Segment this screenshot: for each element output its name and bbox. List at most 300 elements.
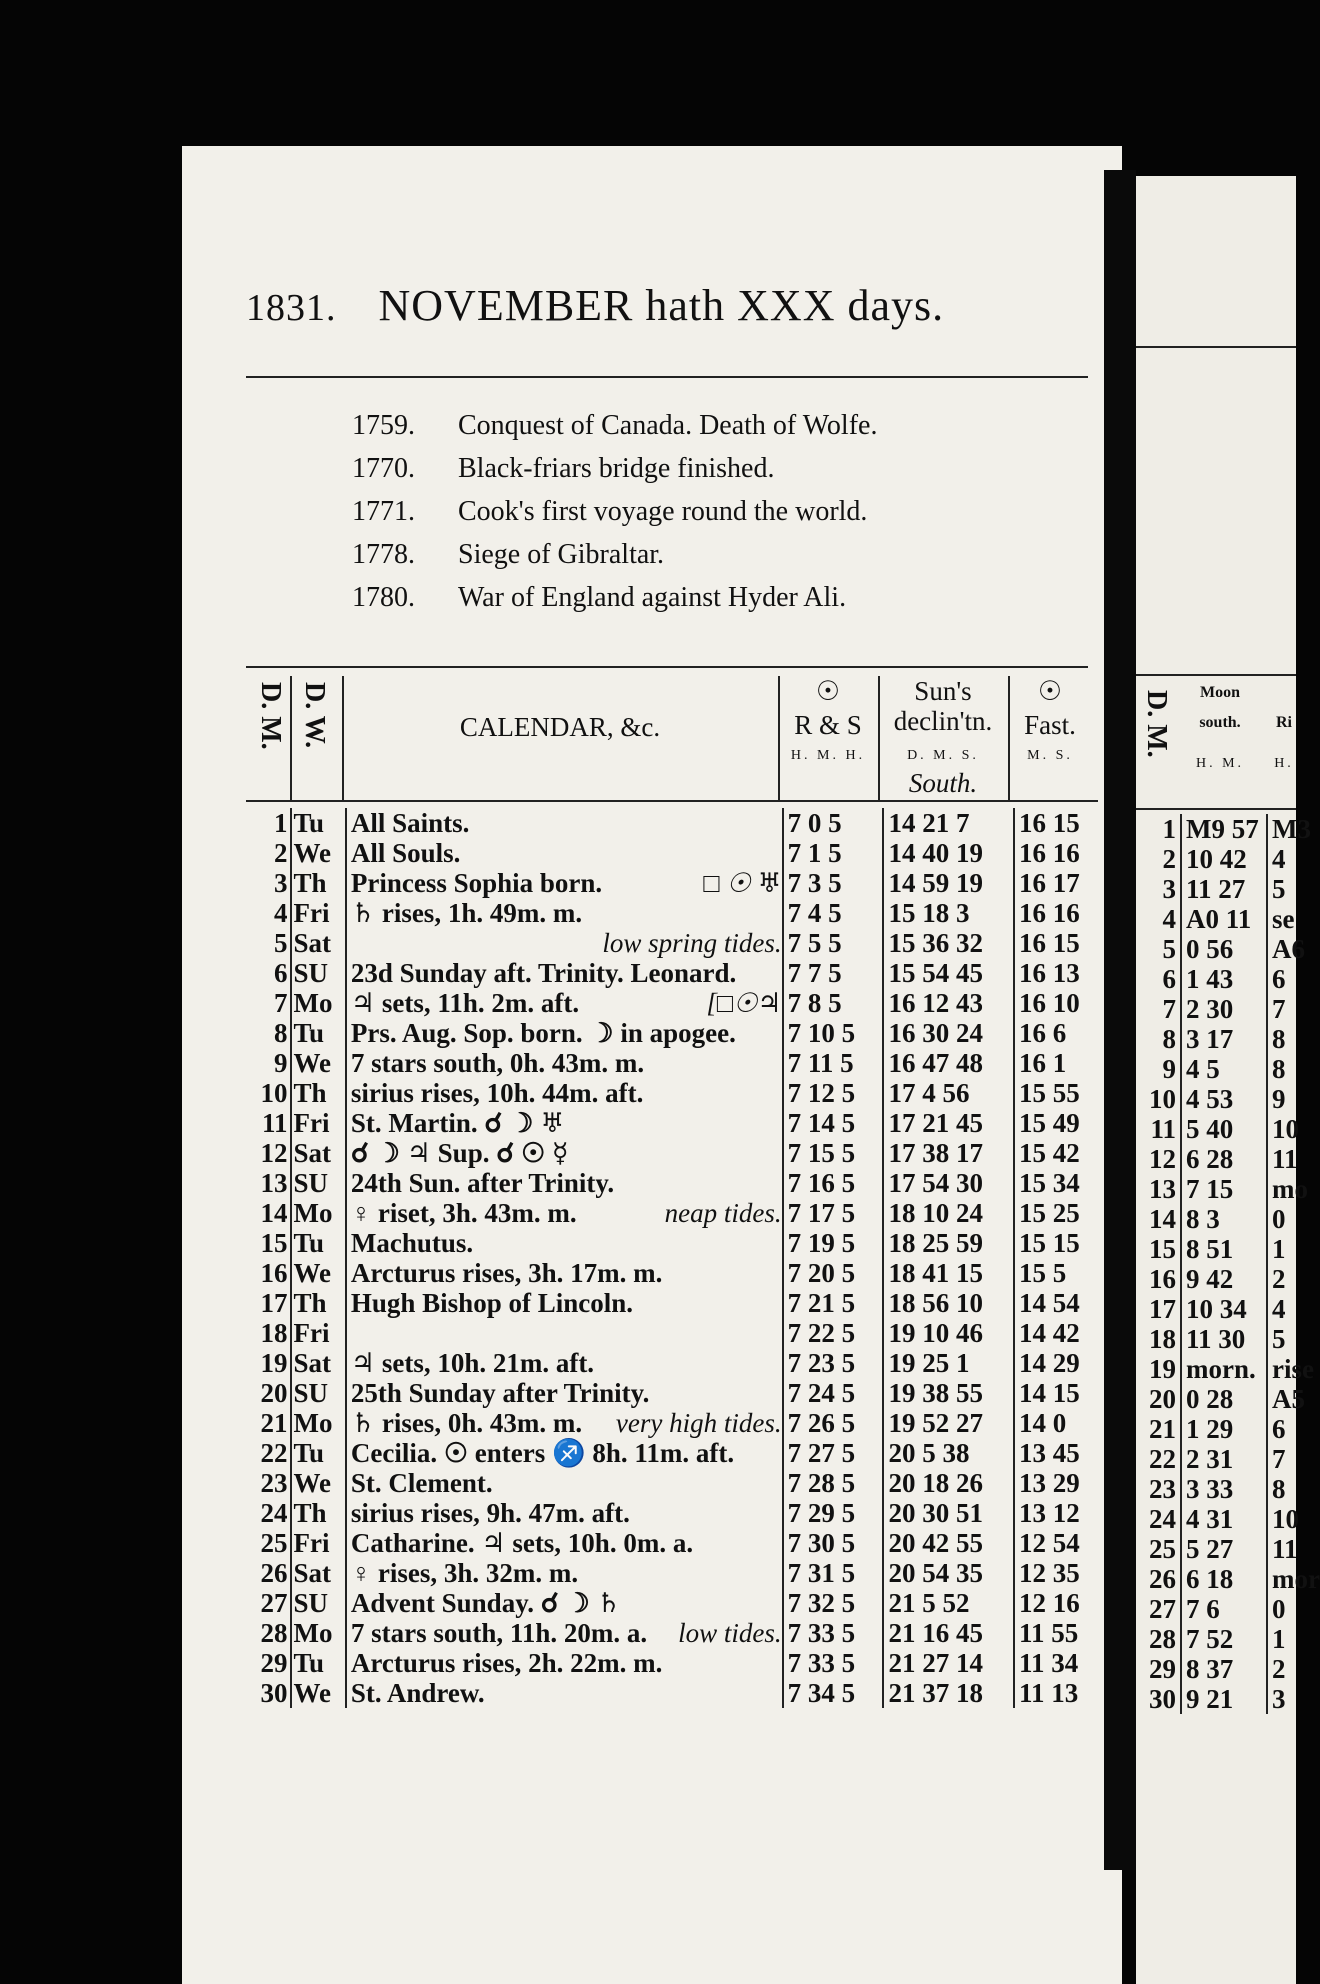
table-row <box>246 838 1098 868</box>
cell-rise-set: 7 17 5 <box>782 1198 883 1228</box>
cell-rise-set: 7 33 5 <box>782 1648 883 1678</box>
cell-declination: 19 52 27 <box>882 1408 1012 1438</box>
table-row <box>246 1378 1098 1408</box>
cell-calendar-text: Prs. Aug. Sop. born. ☽ in apogee. <box>350 1018 736 1048</box>
facing-cell-rise: 0 <box>1266 1204 1312 1234</box>
facing-header-rise: Ri <box>1276 714 1292 731</box>
facing-cell-rise: 8 <box>1266 1054 1312 1084</box>
facing-row <box>1136 1354 1312 1384</box>
table-row <box>246 1078 1098 1108</box>
cell-day-of-month: 13 <box>260 1168 288 1198</box>
facing-cell-day: 26 <box>1149 1564 1176 1594</box>
facing-cell-rise: 4 <box>1266 844 1312 874</box>
facing-row <box>1136 1294 1312 1324</box>
table-row <box>246 928 1098 958</box>
cell-calendar-text: Arcturus rises, 2h. 22m. m. <box>350 1648 663 1678</box>
cell-declination: 20 18 26 <box>882 1468 1012 1498</box>
facing-cell-moon-south: 9 21 <box>1180 1684 1266 1714</box>
cell-day-of-week: SU <box>290 1588 345 1618</box>
table-row <box>246 1138 1098 1168</box>
cell-day-of-month: 26 <box>260 1558 288 1588</box>
cell-day-of-month: 20 <box>260 1378 288 1408</box>
cell-declination: 15 18 3 <box>882 898 1012 928</box>
cell-declination: 20 54 35 <box>882 1558 1012 1588</box>
header-day-of-week: D. W. <box>299 682 330 749</box>
facing-cell-day: 3 <box>1162 874 1176 904</box>
table-row <box>246 1468 1098 1498</box>
cell-fast: 14 42 <box>1013 1318 1098 1348</box>
cell-calendar <box>345 1558 782 1588</box>
header-calendar: CALENDAR, &c. <box>459 712 661 742</box>
header-day-of-month: D. M. <box>255 682 286 750</box>
cell-rise-set: 7 22 5 <box>782 1318 883 1348</box>
title-year: 1831. <box>246 287 337 329</box>
header-declination-2: declin'tn. <box>893 706 993 736</box>
cell-calendar-text: Hugh Bishop of Lincoln. <box>350 1288 633 1318</box>
cell-calendar-note: □ ☉ ♅ <box>703 868 782 898</box>
cell-calendar-text: Machutus. <box>350 1228 474 1258</box>
cell-declination: 20 30 51 <box>882 1498 1012 1528</box>
cell-day-of-month: 27 <box>260 1588 288 1618</box>
cell-rise-set: 7 29 5 <box>782 1498 883 1528</box>
cell-day-of-week: Sat <box>290 928 345 958</box>
cell-rise-set: 7 23 5 <box>782 1348 883 1378</box>
cell-day-of-week: Mo <box>290 1408 345 1438</box>
table-row <box>246 1438 1098 1468</box>
facing-cell-moon-south: 0 56 <box>1180 934 1266 964</box>
cell-day-of-week: Sat <box>290 1558 345 1588</box>
facing-rows <box>1136 814 1320 1714</box>
facing-cell-day: 21 <box>1149 1414 1176 1444</box>
event-text: War of England against Hyder Ali. <box>458 582 847 613</box>
cell-day-of-month: 4 <box>274 898 288 928</box>
cell-calendar-text: St. Andrew. <box>350 1678 485 1708</box>
cell-calendar <box>345 1648 782 1678</box>
cell-fast: 16 13 <box>1013 958 1098 988</box>
cell-day-of-month: 8 <box>274 1018 288 1048</box>
cell-day-of-week: Fri <box>290 898 345 928</box>
table-row <box>246 1018 1098 1048</box>
calendar-table <box>246 676 1098 1708</box>
header-rise-set: R & S <box>794 710 862 740</box>
cell-calendar <box>345 1528 782 1558</box>
cell-declination: 19 10 46 <box>882 1318 1012 1348</box>
cell-calendar <box>345 1588 782 1618</box>
facing-cell-day: 7 <box>1162 994 1176 1024</box>
cell-day-of-month: 29 <box>260 1648 288 1678</box>
facing-row <box>1136 1654 1312 1684</box>
facing-header-moon-2: south. <box>1199 714 1241 731</box>
table-row <box>246 1168 1098 1198</box>
facing-row <box>1136 1564 1320 1594</box>
facing-cell-rise: 6 <box>1266 1414 1312 1444</box>
facing-row <box>1136 1024 1312 1054</box>
facing-row <box>1136 1624 1312 1654</box>
facing-cell-rise: 0 <box>1266 1594 1312 1624</box>
header-divider <box>342 676 344 800</box>
facing-cell-moon-south: 7 15 <box>1180 1174 1266 1204</box>
facing-row <box>1136 1234 1312 1264</box>
cell-declination: 20 5 38 <box>882 1438 1012 1468</box>
facing-cell-moon-south: 6 18 <box>1180 1564 1266 1594</box>
facing-cell-moon-south: 10 34 <box>1180 1294 1266 1324</box>
facing-cell-rise: A5 <box>1266 1384 1312 1414</box>
facing-cell-moon-south: 2 31 <box>1180 1444 1266 1474</box>
facing-cell-moon-south: morn. <box>1180 1354 1266 1384</box>
facing-cell-moon-south: 8 51 <box>1180 1234 1266 1264</box>
cell-declination: 19 25 1 <box>882 1348 1012 1378</box>
cell-calendar-text: 25th Sunday after Trinity. <box>350 1378 650 1408</box>
facing-cell-moon-south: 11 30 <box>1180 1324 1266 1354</box>
facing-cell-moon-south: 6 28 <box>1180 1144 1266 1174</box>
facing-row <box>1136 904 1312 934</box>
cell-day-of-week: Th <box>290 1078 345 1108</box>
facing-cell-rise: 6 <box>1266 964 1312 994</box>
cell-fast: 14 15 <box>1013 1378 1098 1408</box>
facing-cell-moon-south: 11 27 <box>1180 874 1266 904</box>
cell-declination: 14 21 7 <box>882 808 1012 838</box>
cell-calendar <box>345 1618 782 1648</box>
cell-day-of-month: 2 <box>274 838 288 868</box>
cell-fast: 16 1 <box>1013 1048 1098 1078</box>
cell-day-of-week: Mo <box>290 988 345 1018</box>
cell-day-of-month: 18 <box>260 1318 288 1348</box>
facing-cell-day: 19 <box>1149 1354 1176 1384</box>
facing-row <box>1136 1444 1312 1474</box>
cell-calendar-note: [□☉♃ <box>706 988 782 1018</box>
cell-calendar-text: 23d Sunday aft. Trinity. Leonard. <box>350 958 737 988</box>
facing-cell-rise: 11 <box>1266 1144 1312 1174</box>
header-declination-units: D. M. S. <box>907 748 979 763</box>
facing-cell-rise: 11 <box>1266 1534 1312 1564</box>
cell-rise-set: 7 24 5 <box>782 1378 883 1408</box>
cell-day-of-week: Tu <box>290 1648 345 1678</box>
event-item <box>352 410 877 453</box>
cell-rise-set: 7 32 5 <box>782 1588 883 1618</box>
cell-rise-set: 7 19 5 <box>782 1228 883 1258</box>
cell-fast: 12 54 <box>1013 1528 1098 1558</box>
header-fast: Fast. <box>1024 710 1076 740</box>
facing-row <box>1136 1594 1312 1624</box>
cell-day-of-week: Sat <box>290 1348 345 1378</box>
cell-fast: 13 12 <box>1013 1498 1098 1528</box>
cell-rise-set: 7 34 5 <box>782 1678 883 1708</box>
cell-calendar <box>345 1228 782 1258</box>
cell-rise-set: 7 7 5 <box>782 958 883 988</box>
cell-declination: 21 5 52 <box>882 1588 1012 1618</box>
header-divider <box>290 676 292 800</box>
cell-declination: 21 27 14 <box>882 1648 1012 1678</box>
cell-day-of-month: 15 <box>260 1228 288 1258</box>
cell-calendar <box>345 1108 782 1138</box>
cell-fast: 14 0 <box>1013 1408 1098 1438</box>
table-row <box>246 1048 1098 1078</box>
facing-row <box>1136 844 1312 874</box>
cell-calendar <box>345 1408 782 1438</box>
cell-calendar-note: neap tides. <box>664 1198 782 1228</box>
event-item <box>352 582 877 625</box>
book-gutter <box>1104 170 1136 1870</box>
event-year: 1759. <box>352 410 415 441</box>
header-fast-units: M. S. <box>1027 748 1073 763</box>
facing-cell-moon-south: 5 27 <box>1180 1534 1266 1564</box>
cell-calendar <box>345 1048 782 1078</box>
cell-calendar-note: very high tides. <box>615 1408 782 1438</box>
cell-declination: 17 21 45 <box>882 1108 1012 1138</box>
cell-fast: 15 15 <box>1013 1228 1098 1258</box>
cell-calendar <box>345 1018 782 1048</box>
facing-cell-day: 11 <box>1150 1114 1176 1144</box>
facing-cell-day: 18 <box>1149 1324 1176 1354</box>
cell-rise-set: 7 14 5 <box>782 1108 883 1138</box>
table-row <box>246 1318 1098 1348</box>
cell-day-of-week: Fri <box>290 1318 345 1348</box>
facing-cell-day: 23 <box>1149 1474 1176 1504</box>
cell-day-of-month: 28 <box>260 1618 288 1648</box>
cell-rise-set: 7 26 5 <box>782 1408 883 1438</box>
facing-cell-moon-south: 3 33 <box>1180 1474 1266 1504</box>
cell-day-of-month: 9 <box>274 1048 288 1078</box>
table-row <box>246 868 1098 898</box>
cell-rise-set: 7 11 5 <box>782 1048 883 1078</box>
cell-rise-set: 7 0 5 <box>782 808 883 838</box>
facing-cell-moon-south: 4 31 <box>1180 1504 1266 1534</box>
facing-cell-rise: 4 <box>1266 1294 1312 1324</box>
cell-calendar-text: St. Clement. <box>350 1468 493 1498</box>
cell-fast: 12 16 <box>1013 1588 1098 1618</box>
facing-row <box>1136 1264 1312 1294</box>
facing-cell-day: 6 <box>1162 964 1176 994</box>
cell-rise-set: 7 8 5 <box>782 988 883 1018</box>
facing-cell-rise: 10 <box>1266 1504 1312 1534</box>
facing-cell-moon-south: 8 3 <box>1180 1204 1266 1234</box>
facing-row <box>1136 1504 1312 1534</box>
cell-calendar <box>345 1288 782 1318</box>
cell-day-of-month: 16 <box>260 1258 288 1288</box>
cell-day-of-week: Tu <box>290 808 345 838</box>
cell-calendar-text: Advent Sunday. ☌ ☽ ♄ <box>350 1588 621 1618</box>
facing-cell-day: 22 <box>1149 1444 1176 1474</box>
facing-cell-day: 9 <box>1162 1054 1176 1084</box>
cell-calendar-text: ♃ sets, 11h. 2m. aft. <box>350 988 580 1018</box>
facing-cell-rise: 8 <box>1266 1474 1312 1504</box>
cell-calendar-text: ♀ rises, 3h. 32m. m. <box>350 1558 579 1588</box>
facing-cell-rise: 3 <box>1266 1684 1312 1714</box>
facing-cell-rise: se <box>1266 904 1312 934</box>
page-title <box>246 280 944 331</box>
facing-header-day: D. M. <box>1141 690 1172 758</box>
cell-calendar-text: ♄ rises, 1h. 49m. m. <box>350 898 583 928</box>
cell-fast: 16 15 <box>1013 808 1098 838</box>
cell-fast: 14 54 <box>1013 1288 1098 1318</box>
facing-cell-day: 4 <box>1162 904 1176 934</box>
table-row <box>246 1408 1098 1438</box>
facing-cell-moon-south: M9 57 <box>1180 814 1266 844</box>
cell-calendar <box>345 928 782 958</box>
title-rule <box>246 376 1088 378</box>
almanac-page <box>182 146 1122 1984</box>
cell-calendar <box>345 868 782 898</box>
facing-cell-moon-south: 7 6 <box>1180 1594 1266 1624</box>
cell-calendar <box>345 898 782 928</box>
facing-header <box>1136 684 1296 810</box>
facing-cell-rise: 5 <box>1266 1324 1312 1354</box>
facing-row <box>1136 814 1312 844</box>
facing-cell-rise: mor <box>1266 1564 1312 1594</box>
cell-fast: 12 35 <box>1013 1558 1098 1588</box>
cell-day-of-month: 25 <box>260 1528 288 1558</box>
header-declination-1: Sun's <box>914 676 972 706</box>
cell-calendar <box>345 1138 782 1168</box>
header-divider <box>878 676 880 800</box>
facing-row <box>1136 1144 1312 1174</box>
cell-calendar-text: ♀ riset, 3h. 43m. m. <box>350 1198 577 1228</box>
facing-cell-rise: rise <box>1266 1354 1312 1384</box>
event-text: Conquest of Canada. Death of Wolfe. <box>458 410 878 441</box>
cell-fast: 15 25 <box>1013 1198 1098 1228</box>
cell-day-of-month: 3 <box>274 868 288 898</box>
facing-row <box>1136 1084 1312 1114</box>
cell-declination: 15 54 45 <box>882 958 1012 988</box>
cell-calendar <box>345 988 782 1018</box>
cell-day-of-week: We <box>290 838 345 868</box>
cell-day-of-week: Th <box>290 1498 345 1528</box>
cell-rise-set: 7 28 5 <box>782 1468 883 1498</box>
table-row <box>246 958 1098 988</box>
cell-day-of-month: 12 <box>260 1138 288 1168</box>
cell-rise-set: 7 27 5 <box>782 1438 883 1468</box>
cell-calendar-text: All Souls. <box>350 838 461 868</box>
cell-day-of-week: We <box>290 1258 345 1288</box>
facing-row <box>1136 1474 1312 1504</box>
cell-fast: 15 42 <box>1013 1138 1098 1168</box>
cell-day-of-month: 5 <box>274 928 288 958</box>
cell-day-of-week: Fri <box>290 1108 345 1138</box>
title-heading: NOVEMBER hath XXX days. <box>378 281 945 330</box>
facing-title-rule <box>1136 346 1296 348</box>
facing-cell-rise: 9 <box>1266 1084 1312 1114</box>
event-text: Siege of Gibraltar. <box>458 539 665 570</box>
facing-cell-day: 8 <box>1162 1024 1176 1054</box>
header-declination-note: South. <box>908 768 978 798</box>
facing-cell-day: 10 <box>1149 1084 1176 1114</box>
cell-day-of-week: We <box>290 1468 345 1498</box>
calendar-rows <box>246 802 1098 1708</box>
cell-fast: 16 17 <box>1013 868 1098 898</box>
cell-calendar-text: ♄ rises, 0h. 43m. m. <box>350 1408 583 1438</box>
cell-fast: 15 49 <box>1013 1108 1098 1138</box>
cell-day-of-week: We <box>290 1048 345 1078</box>
cell-day-of-month: 22 <box>260 1438 288 1468</box>
table-row <box>246 1498 1098 1528</box>
facing-cell-day: 28 <box>1149 1624 1176 1654</box>
cell-day-of-week: Tu <box>290 1228 345 1258</box>
facing-table-rule <box>1136 674 1296 676</box>
cell-day-of-month: 7 <box>274 988 288 1018</box>
cell-day-of-week: SU <box>290 1378 345 1408</box>
facing-cell-rise: 8 <box>1266 1024 1312 1054</box>
facing-cell-day: 14 <box>1149 1204 1176 1234</box>
cell-calendar-note: low tides. <box>678 1618 782 1648</box>
facing-cell-day: 13 <box>1149 1174 1176 1204</box>
facing-cell-moon-south: 9 42 <box>1180 1264 1266 1294</box>
event-text: Black-friars bridge finished. <box>458 453 775 484</box>
facing-row <box>1136 1054 1312 1084</box>
cell-fast: 16 6 <box>1013 1018 1098 1048</box>
cell-calendar <box>345 1498 782 1528</box>
table-row <box>246 898 1098 928</box>
cell-rise-set: 7 30 5 <box>782 1528 883 1558</box>
table-row <box>246 1228 1098 1258</box>
facing-cell-moon-south: 4 53 <box>1180 1084 1266 1114</box>
facing-cell-moon-south: 1 43 <box>1180 964 1266 994</box>
facing-cell-rise: 10 <box>1266 1114 1312 1144</box>
cell-calendar-text: Arcturus rises, 3h. 17m. m. <box>350 1258 663 1288</box>
cell-declination: 17 4 56 <box>882 1078 1012 1108</box>
cell-declination: 15 36 32 <box>882 928 1012 958</box>
cell-day-of-month: 11 <box>261 1108 288 1138</box>
cell-fast: 16 10 <box>1013 988 1098 1018</box>
facing-cell-day: 15 <box>1149 1234 1176 1264</box>
cell-fast: 15 34 <box>1013 1168 1098 1198</box>
table-row <box>246 808 1098 838</box>
table-row <box>246 1348 1098 1378</box>
table-row <box>246 1108 1098 1138</box>
cell-rise-set: 7 10 5 <box>782 1018 883 1048</box>
event-item <box>352 453 877 496</box>
cell-calendar <box>345 1318 782 1348</box>
cell-day-of-week: We <box>290 1678 345 1708</box>
cell-declination: 20 42 55 <box>882 1528 1012 1558</box>
cell-fast: 13 45 <box>1013 1438 1098 1468</box>
cell-calendar-text: 7 stars south, 0h. 43m. m. <box>350 1048 645 1078</box>
cell-declination: 21 37 18 <box>882 1678 1012 1708</box>
cell-fast: 11 13 <box>1013 1678 1098 1708</box>
facing-cell-moon-south: 8 37 <box>1180 1654 1266 1684</box>
table-row <box>246 1678 1098 1708</box>
facing-cell-rise: 2 <box>1266 1264 1312 1294</box>
cell-calendar <box>345 1348 782 1378</box>
cell-calendar <box>345 808 782 838</box>
cell-day-of-week: Mo <box>290 1618 345 1648</box>
facing-row <box>1136 1414 1312 1444</box>
facing-row <box>1136 994 1312 1024</box>
facing-row <box>1136 874 1312 904</box>
facing-row <box>1136 1534 1312 1564</box>
facing-cell-moon-south: A0 11 <box>1180 904 1266 934</box>
cell-day-of-month: 30 <box>260 1678 288 1708</box>
cell-day-of-week: Tu <box>290 1438 345 1468</box>
table-row <box>246 1648 1098 1678</box>
cell-declination: 14 59 19 <box>882 868 1012 898</box>
cell-declination: 16 30 24 <box>882 1018 1012 1048</box>
cell-declination: 19 38 55 <box>882 1378 1012 1408</box>
cell-calendar-text: ♃ sets, 10h. 21m. aft. <box>350 1348 595 1378</box>
cell-calendar-text: ☌ ☽ ♃ Sup. ☌ ☉ ☿ <box>350 1138 569 1168</box>
cell-rise-set: 7 12 5 <box>782 1078 883 1108</box>
cell-calendar <box>345 1198 782 1228</box>
cell-calendar <box>345 1438 782 1468</box>
table-row <box>246 988 1098 1018</box>
cell-calendar-text: Princess Sophia born. <box>350 868 603 898</box>
header-fast-symbol-icon: ☉ <box>1037 676 1063 706</box>
cell-rise-set: 7 16 5 <box>782 1168 883 1198</box>
facing-header-moon-units: H. M. <box>1195 756 1245 771</box>
facing-cell-day: 16 <box>1149 1264 1176 1294</box>
facing-cell-rise: 7 <box>1266 1444 1312 1474</box>
facing-cell-rise: 2 <box>1266 1654 1312 1684</box>
facing-row <box>1136 964 1312 994</box>
